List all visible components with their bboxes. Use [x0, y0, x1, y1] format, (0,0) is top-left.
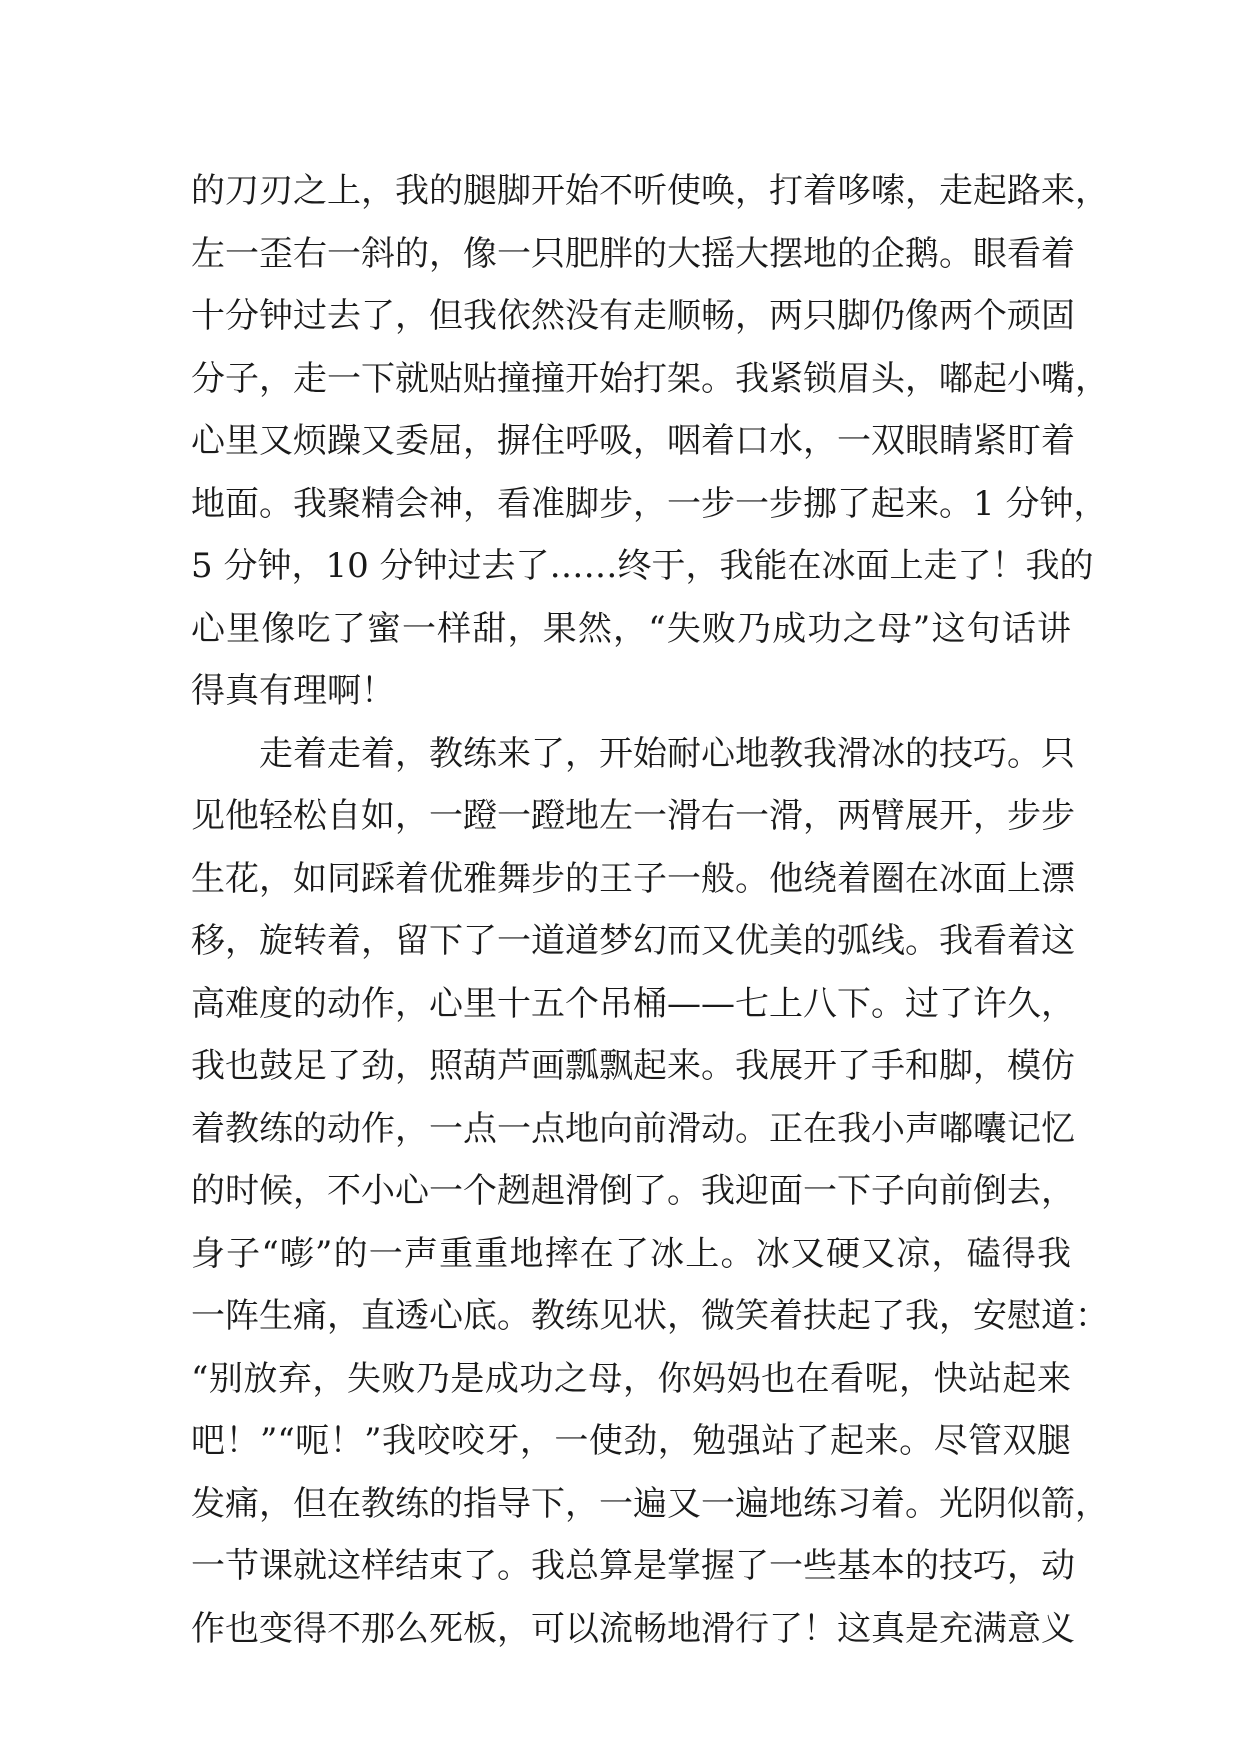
- text-line: 一节课就这样结束了。我总算是掌握了一些基本的技巧，动: [191, 1546, 1075, 1586]
- text-line: 心里又烦躁又委屈，摒住呼吸，咽着口水，一双眼睛紧盯着: [191, 421, 1075, 461]
- text-line: 地面。我聚精会神，看准脚步，一步一步挪了起来。1 分钟，: [191, 483, 1108, 524]
- text-line: 高难度的动作，心里十五个吊桶——七上八下。过了许久，: [191, 983, 1075, 1024]
- text-line: 5 分钟，10 分钟过去了……终于，我能在冰面上走了！我的: [191, 546, 1094, 586]
- text-line: 发痛，但在教练的指导下，一遍又一遍地练习着。光阴似箭，: [191, 1483, 1109, 1524]
- text-line: 左一歪右一斜的，像一只肥胖的大摇大摆地的企鹅。眼看着: [191, 233, 1075, 274]
- text-line: 心里像吃了蜜一样甜，果然，“失败乃成功之母”这句话讲: [191, 608, 1071, 649]
- text-line: 着教练的动作，一点一点地向前滑动。正在我小声嘟囔记忆: [191, 1108, 1075, 1149]
- text-line: 吧！”“呃！”我咬咬牙，一使劲，勉强站了起来。尽管双腿: [191, 1421, 1071, 1461]
- text-line: 身子“嘭”的一声重重地摔在了冰上。冰又硬又凉，磕得我: [191, 1233, 1071, 1274]
- text-line: 的刀刃之上，我的腿脚开始不听使唤，打着哆嗦，走起路来，: [191, 171, 1109, 211]
- text-line: 我也鼓足了劲，照葫芦画瓢飘起来。我展开了手和脚，模仿: [191, 1046, 1075, 1086]
- text-line: 分子，走一下就贴贴撞撞开始打架。我紧锁眉头，嘟起小嘴，: [191, 358, 1109, 399]
- text-line-paragraph-start: 走着走着，教练来了，开始耐心地教我滑冰的技巧。只: [191, 733, 1075, 774]
- text-line: 作也变得不那么死板，可以流畅地滑行了！这真是充满意义: [191, 1608, 1075, 1649]
- text-line: 生花，如同踩着优雅舞步的王子一般。他绕着圈在冰面上漂: [191, 858, 1075, 899]
- text-line: 移，旋转着，留下了一道道梦幻而又优美的弧线。我看着这: [191, 921, 1075, 961]
- text-line: “别放弃，失败乃是成功之母，你妈妈也在看呢，快站起来: [191, 1358, 1071, 1399]
- text-line: 十分钟过去了，但我依然没有走顺畅，两只脚仍像两个顽固: [191, 296, 1075, 336]
- text-line: 见他轻松自如，一蹬一蹬地左一滑右一滑，两臂展开，步步: [191, 796, 1075, 836]
- body-text: [191, 160, 1109, 1660]
- text-line: 的时候，不小心一个趔趄滑倒了。我迎面一下子向前倒去，: [191, 1171, 1075, 1211]
- text-line-paragraph-end: 得真有理啊！: [191, 671, 395, 711]
- text-line: 一阵生痛，直透心底。教练见状，微笑着扶起了我，安慰道：: [191, 1296, 1109, 1336]
